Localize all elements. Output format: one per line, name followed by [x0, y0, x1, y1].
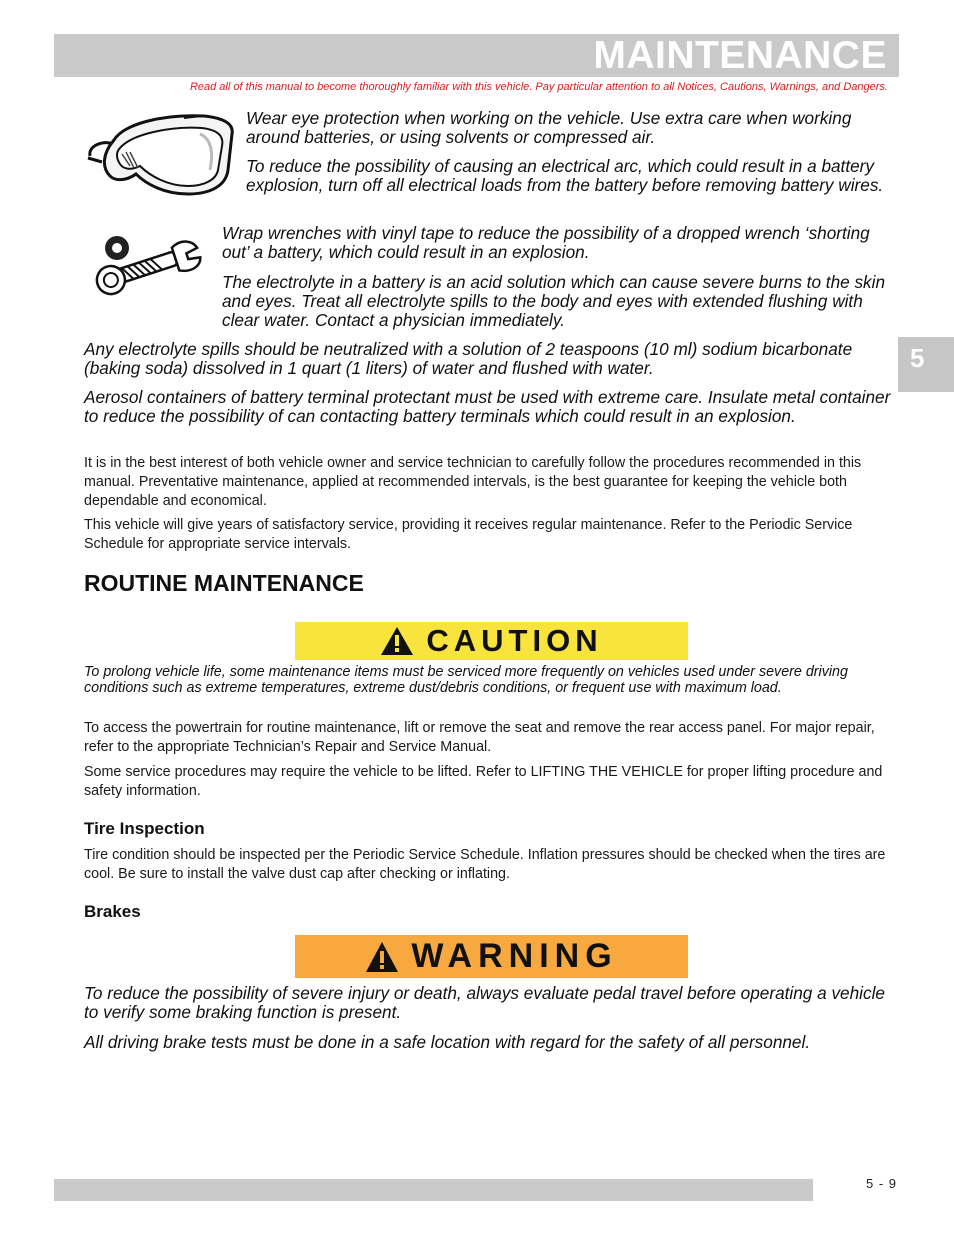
header-bar — [54, 34, 899, 77]
routine-maintenance-heading: ROUTINE MAINTENANCE — [84, 570, 364, 596]
routine-paragraph-1: To access the powertrain for routine maintenance, lift or remove the seat and remove the rear access panel. For major repair, refer to the appropriate Technician’s Repair and Service Manual. — [84, 720, 875, 755]
section-tab — [898, 337, 954, 392]
warning-label: WARNING — [411, 937, 618, 975]
electrolyte-warning: The electrolyte in a battery is an acid solution which can cause severe burns to the skin and eyes. Treat all electrolyte spills to the body and eyes with extended flushing with clear water. Contact a physician immediately. — [222, 272, 886, 330]
page-title: MAINTENANCE — [593, 34, 887, 77]
electrical-arc-warning: To reduce the possibility of causing an electrical arc, which could result in a battery explosion, turn off all electrical loads from the battery before removing battery wires. — [246, 156, 884, 195]
footer-bar — [54, 1179, 813, 1201]
caution-label: CAUTION — [426, 623, 603, 658]
warning-triangle-icon — [365, 941, 399, 973]
neutralize-warning: Any electrolyte spills should be neutralized with a solution of 2 teaspoons (10 ml) sodium bicarbonate (baking soda) dissolved in 1 quart (1 liters) of water and flushed with water. — [84, 339, 853, 378]
intro-paragraph-2: This vehicle will give years of satisfactory service, providing it receives regular maintenance. Refer to the Periodic Service Schedule for appropriate service intervals. — [84, 517, 853, 552]
caution-banner — [295, 622, 688, 660]
brakes-heading: Brakes — [84, 902, 141, 921]
brake-warning-1: To reduce the possibility of severe injury or death, always evaluate pedal travel before operating a vehicle to verify some braking function is present. — [84, 983, 885, 1022]
warning-triangle-icon — [380, 626, 414, 656]
caution-text: To prolong vehicle life, some maintenance items must be serviced more frequently on vehicles used under severe driving conditions such as extreme temperatures, extreme dust/debris conditions, or frequent use with maximum load. — [84, 664, 848, 696]
warning-banner — [295, 935, 688, 978]
aerosol-warning: Aerosol containers of battery terminal protectant must be used with extreme care. Insulate metal container to reduce the possibility of can contacting battery terminals which could result in an explosion. — [84, 387, 891, 426]
brake-warning-2: All driving brake tests must be done in a safe location with regard for the safety of all personnel. — [84, 1032, 811, 1052]
safety-goggles-icon — [84, 110, 236, 202]
tire-inspection-heading: Tire Inspection — [84, 819, 205, 838]
eye-protection-warning: Wear eye protection when working on the vehicle. Use extra care when working around batteries, or using solvents or compressed air. — [246, 108, 852, 147]
taped-wrench-icon — [93, 232, 204, 304]
page-number: 5 - 9 — [866, 1176, 898, 1191]
intro-paragraph-1: It is in the best interest of both vehicle owner and service technician to carefully follow the procedures recommended in this manual. Preventative maintenance, applied at recommended intervals, is the best guarantee for keeping the vehicle both dependable and economical. — [84, 455, 862, 509]
section-number: 5 — [910, 343, 925, 373]
read-notice: Read all of this manual to become thoroughly familiar with this vehicle. Pay particular attention to all Notices, Cautions, Warnings, and Dangers. — [189, 81, 888, 93]
wrench-tape-warning: Wrap wrenches with vinyl tape to reduce the possibility of a dropped wrench ‘shorting out’ a battery, which could result in an explosion. — [222, 223, 870, 262]
routine-paragraph-2: Some service procedures may require the vehicle to be lifted. Refer to LIFTING THE VEHICLE for proper lifting procedure and safety information. — [84, 764, 883, 799]
tire-inspection-text: Tire condition should be inspected per the Periodic Service Schedule. Inflation pressures should be checked when the tires are cool. Be sure to install the valve dust cap after checking or inflating. — [84, 847, 886, 882]
